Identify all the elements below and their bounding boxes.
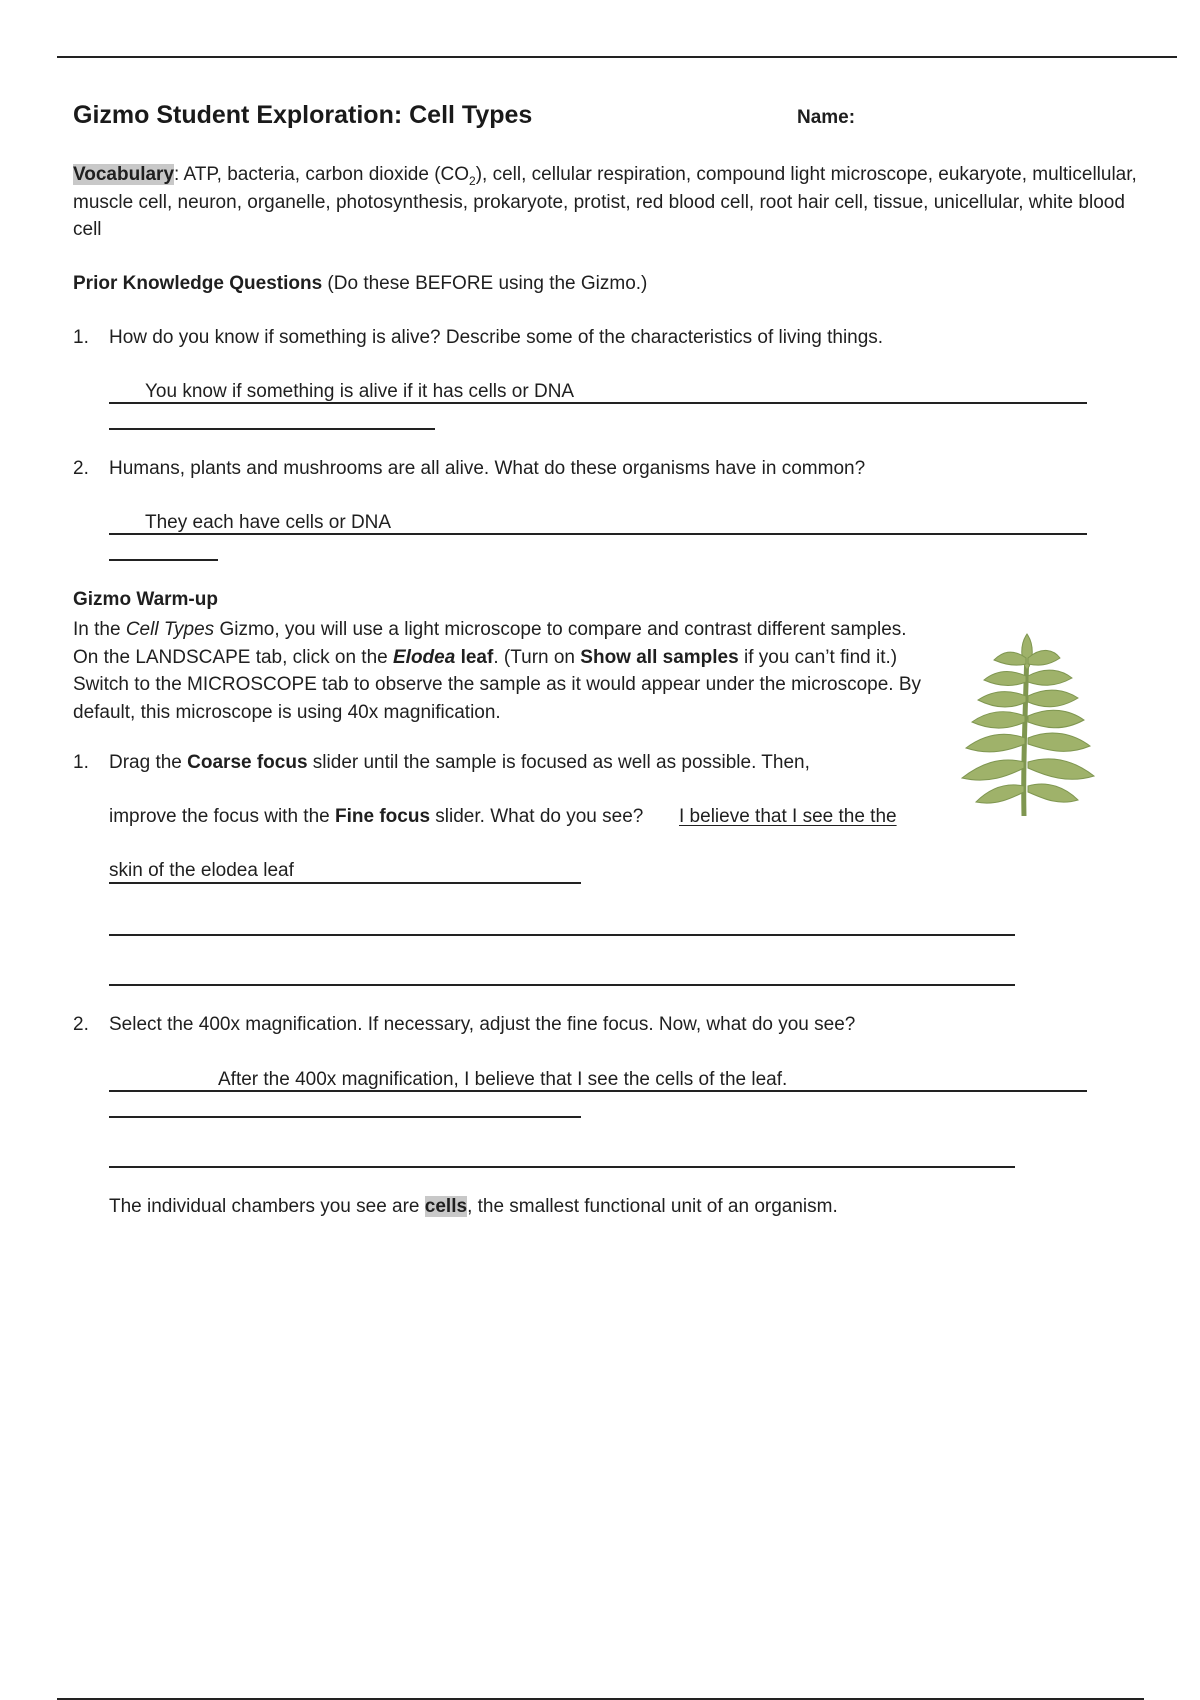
question-number: 2. — [73, 458, 89, 479]
question-text-line2 — [109, 806, 643, 828]
answer-text: skin of the elodea leaf — [109, 860, 294, 881]
vocabulary-label: Vocabulary — [73, 164, 175, 185]
warmup-heading: Gizmo Warm-up — [73, 589, 218, 610]
top-rule — [57, 56, 1177, 58]
question-text: improve the focus with the — [109, 806, 335, 827]
definition-text: , the smallest functional unit of an organism. — [467, 1196, 838, 1217]
answer-line — [109, 882, 581, 884]
cells-term: cells — [424, 1196, 468, 1217]
question-text: slider. What do you see? — [430, 806, 644, 827]
show-all-samples-label: Show all samples — [580, 646, 739, 668]
prior-knowledge-heading: Prior Knowledge Questions — [73, 273, 323, 294]
question-text: Humans, plants and mushrooms are all alive. What do these organisms have in common? — [109, 458, 866, 479]
coarse-focus-label: Coarse focus — [187, 752, 308, 773]
leaf-word: leaf — [455, 646, 494, 668]
answer-line — [109, 1116, 581, 1118]
warmup-text: Gizmo, you will use a light microscope to compare and contrast different samples. On the LANDSCAPE tab, click on the — [73, 619, 907, 668]
question-number: 2. — [73, 1014, 89, 1035]
answer-text: You know if something is alive if it has cells or DNA — [145, 381, 575, 402]
question-text: Select the 400x magnification. If necessary, adjust the fine focus. Now, what do you see? — [109, 1014, 856, 1035]
answer-text: I believe that I see the the — [679, 806, 897, 827]
name-label: Name: — [797, 107, 856, 128]
elodea-name: Elodea — [393, 646, 456, 668]
answer-text: They each have cells or DNA — [145, 512, 392, 533]
cells-definition — [109, 1196, 838, 1218]
vocabulary-paragraph — [73, 161, 1143, 244]
answer-line — [109, 934, 1015, 936]
answer-line — [109, 559, 218, 561]
question-number: 1. — [73, 752, 89, 773]
question-number: 1. — [73, 327, 89, 348]
answer-line — [109, 428, 435, 430]
warmup-text: In the — [73, 619, 126, 640]
question-text: Drag the — [109, 752, 188, 773]
elodea-plant-icon — [950, 630, 1098, 820]
definition-text: The individual chambers you see are — [109, 1196, 425, 1217]
warmup-paragraph — [73, 616, 933, 726]
answer-text: After the 400x magnification, I believe that I see the cells of the leaf. — [218, 1069, 788, 1090]
co2-subscript: 2 — [469, 173, 476, 188]
vocabulary-text-start: : ATP, bacteria, carbon dioxide (CO — [174, 164, 470, 185]
answer-line — [109, 984, 1015, 986]
warmup-text: if you can’t find it.) Switch to the MICROSCOPE tab to observe the sample as it would appear under the microscope. By default, this microscope is using 40x magnification. — [73, 646, 922, 723]
warmup-text: . (Turn on — [493, 646, 581, 668]
prior-knowledge-heading-line — [73, 273, 647, 295]
prior-knowledge-note: (Do these BEFORE using the Gizmo.) — [322, 273, 648, 294]
answer-line — [109, 1166, 1015, 1168]
vocabulary-text-end: ), cell, cellular respiration, compound light microscope, eukaryote, multicellular, muscle cell, neuron, organelle, photosynthesis, prokaryote, protist, red blood cell, root hair cell, tissue, unicellular, white blood cell — [73, 164, 1137, 240]
page-title: Gizmo Student Exploration: Cell Types — [73, 101, 533, 129]
question-text-line1 — [109, 752, 810, 774]
gizmo-name: Cell Types — [125, 619, 215, 640]
fine-focus-label: Fine focus — [335, 806, 431, 827]
question-text: How do you know if something is alive? Describe some of the characteristics of living things. — [109, 327, 884, 348]
question-text: slider until the sample is focused as well as possible. Then, — [307, 752, 810, 773]
